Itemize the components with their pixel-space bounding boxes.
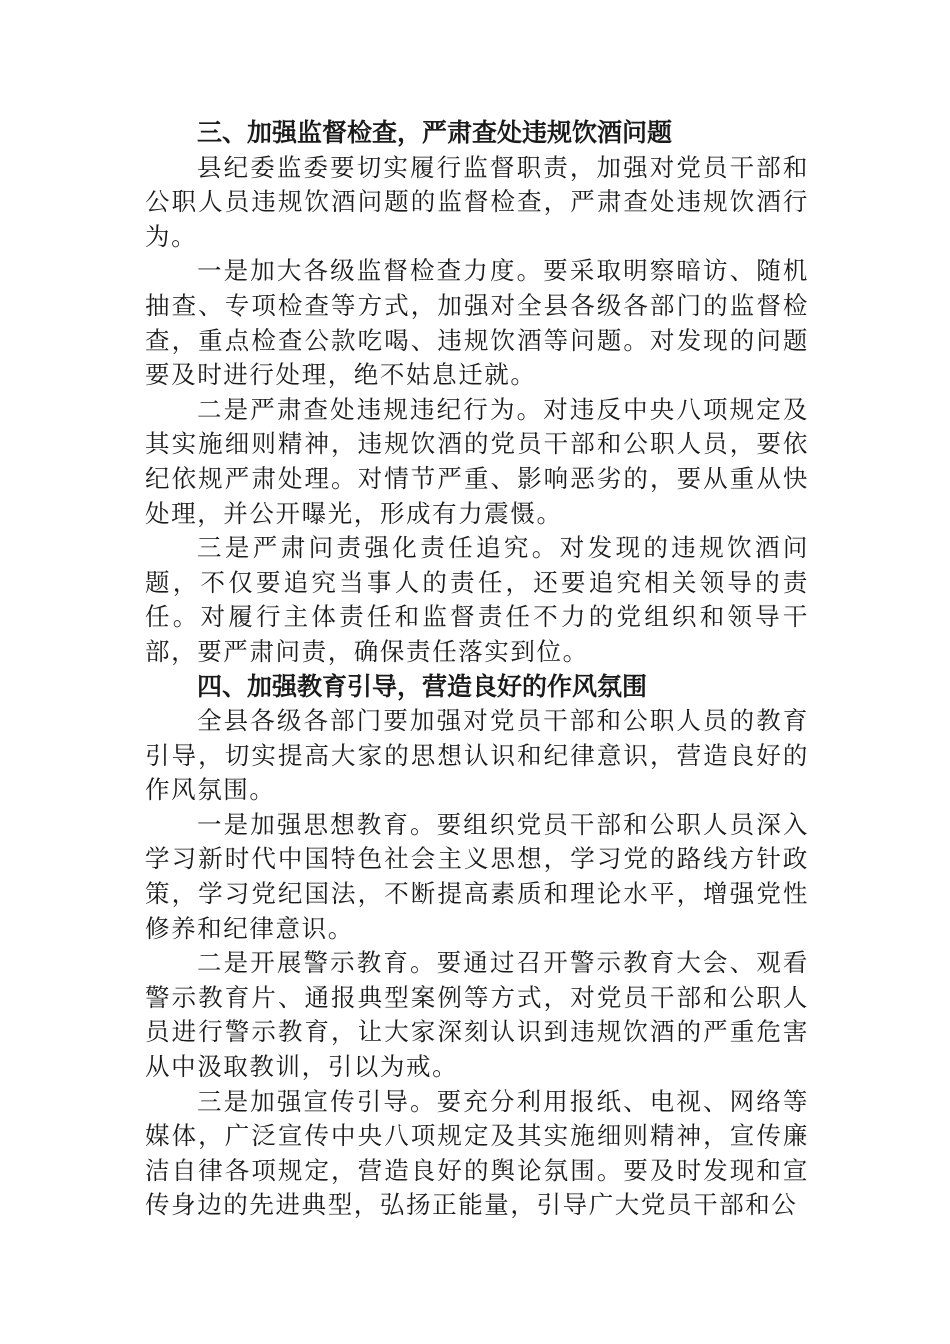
section-heading-3: 三、加强监督检查，严肃查处违规饮酒问题 [197, 118, 673, 147]
section-3-paragraph-intro: 县纪委监委要切实履行监督职责，加强对党员干部和公职人员违规饮酒问题的监督检查，严肃查处违规饮酒行为。 [145, 152, 809, 251]
document-body [145, 116, 809, 1223]
section-heading-4: 四、加强教育引导，营造良好的作风氛围 [197, 671, 648, 701]
section-4-paragraph-1: 一是加强思想教育。要组织党员干部和公职人员深入学习新时代中国特色社会主义思想，学习党的路线方针政策，学习党纪国法，不断提高素质和理论水平，增强党性修养和纪律意识。 [145, 809, 809, 943]
section-4-paragraph-intro: 全县各级各部门要加强对党员干部和公职人员的教育引导，切实提高大家的思想认识和纪律意识，营造良好的作风氛围。 [145, 706, 809, 805]
section-4-paragraph-2: 二是开展警示教育。要通过召开警示教育大会、观看警示教育片、通报典型案例等方式，对党员干部和公职人员进行警示教育，让大家深刻认识到违规饮酒的严重危害从中汲取教训，引以为戒。 [145, 948, 809, 1082]
section-3-paragraph-3: 三是严肃问责强化责任追究。对发现的违规饮酒问题，不仅要追究当事人的责任，还要追究相关领导的责任。对履行主体责任和监督责任不力的党组织和领导干部，要严肃问责，确保责任落实到位。 [145, 533, 809, 666]
section-3-paragraph-2: 二是严肃查处违规违纪行为。对违反中央八项规定及其实施细则精神，违规饮酒的党员干部和公职人员，要依纪依规严肃处理。对情节严重、影响恶劣的，要从重从快处理，并公开曝光，形成有力震慑。 [145, 394, 809, 528]
section-4-paragraph-3: 三是加强宣传引导。要充分利用报纸、电视、网络等媒体，广泛宣传中央八项规定及其实施细则精神，宣传廉洁自律各项规定，营造良好的舆论氛围。要及时发现和宣传身边的先进典型，弘扬正能量，引导广大党员干部和公 [145, 1086, 809, 1220]
section-3-paragraph-1: 一是加大各级监督检查力度。要采取明察暗访、随机抽查、专项检查等方式，加强对全县各级各部门的监督检查，重点检查公款吃喝、违规饮酒等问题。对发现的问题要及时进行处理，绝不姑息迁就。 [145, 256, 809, 390]
